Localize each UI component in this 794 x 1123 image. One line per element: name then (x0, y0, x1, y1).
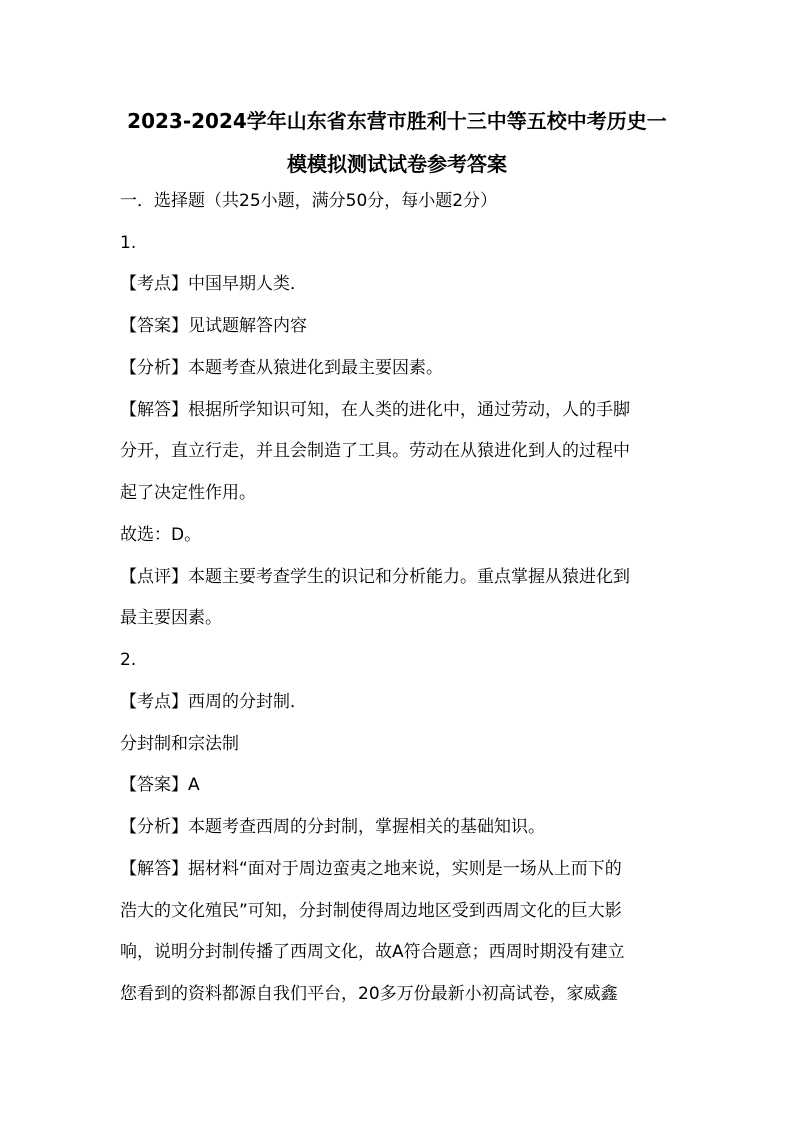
question-2-solution-line-1: 【解答】据材料“面对于周边蛮夷之地来说，实则是一场从上而下的 (120, 859, 622, 879)
question-2-kaodian: 【考点】西周的分封制． (120, 692, 307, 712)
document-title-line-1: 2023-2024学年山东省东营市胜利十三中等五校中考历史一 (127, 109, 667, 133)
question-1-answer: 【答案】见试题解答内容 (120, 316, 307, 336)
document-title-line-2: 模模拟测试试卷参考答案 (287, 152, 507, 176)
question-2-kaodian-sub: 分封制和宗法制 (120, 734, 239, 754)
section-heading: 一．选择题（共25小题，满分50分，每小题2分） (120, 191, 498, 211)
question-1-solution-line-2: 分开，直立行走，并且会制造了工具。劳动在从猿进化到人的过程中 (120, 441, 630, 461)
question-1-choice: 故选：D。 (120, 525, 202, 545)
question-2-answer: 【答案】A (120, 775, 200, 795)
question-1-solution-line-3: 起了决定性作用。 (120, 483, 256, 503)
question-1-number: 1. (120, 233, 137, 253)
question-2-solution-line-3: 响，说明分封制传播了西周文化，故A符合题意；西周时期没有建立 (120, 942, 625, 962)
question-1-comment-line-1: 【点评】本题主要考查学生的识记和分析能力。重点掌握从猿进化到 (120, 567, 630, 587)
watermark-line: 您看到的资料都源自我们平台，20多万份最新小初高试卷，家威鑫 (120, 984, 618, 1004)
question-1-kaodian: 【考点】中国早期人类． (120, 274, 307, 294)
question-2-solution-line-2: 浩大的文化殖民”可知，分封制使得周边地区受到西周文化的巨大影 (120, 901, 622, 921)
question-1-analysis: 【分析】本题考查从猿进化到最主要因素。 (120, 358, 443, 378)
question-1-solution-line-1: 【解答】根据所学知识可知，在人类的进化中，通过劳动，人的手脚 (120, 400, 630, 420)
question-2-analysis: 【分析】本题考查西周的分封制，掌握相关的基础知识。 (120, 817, 545, 837)
question-1-comment-line-2: 最主要因素。 (120, 608, 222, 628)
question-2-number: 2. (120, 650, 137, 670)
